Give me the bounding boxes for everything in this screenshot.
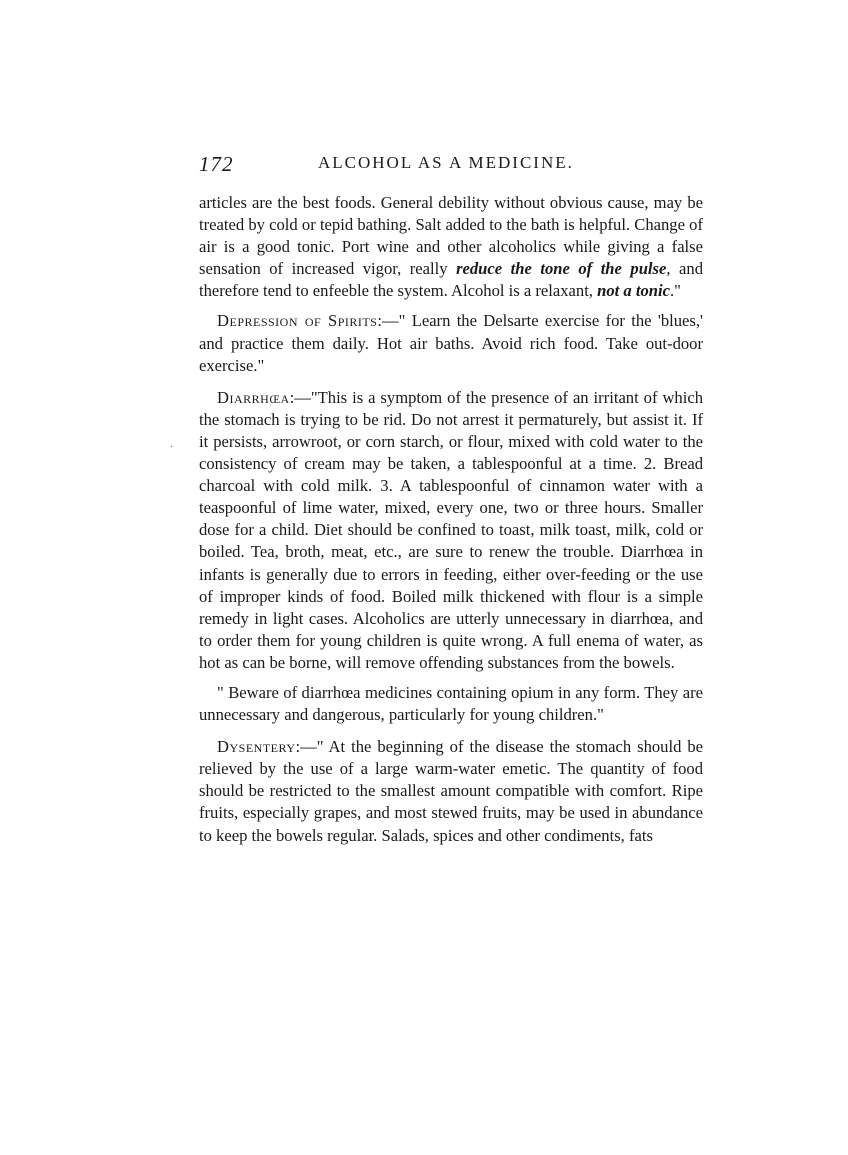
paragraph-text: :—"This is a symptom of the presence of an irritant of which the stomach is trying to be rid. Do not arrest it permaturely, but assist it. If it persists, arrowroot, or corn starch, or flour, mixed with cold water to the consistency of cream may be taken, a tablespoonful at a time. 2. Bread charcoal with cold milk. 3. A tablespoonful of cinnamon water with a teaspoonful of lime water, mixed, every one, two or three hours. Smaller dose for a child. Diet should be confined to toast, milk toast, milk, cold or boiled. Tea, broth, meat, etc., are sure to renew the trouble. Diarrhœa in infants is generally due to errors in feeding, either over-feeding or the use of improper kinds of food. Boiled milk thickened with flour is a simple remedy in light cases. Alcoholics are utterly unnecessary in diarrhœa, and to order them for young children is quite wrong. A full enema of water, as hot as can be borne, will remove offending substances from the bowels. (199, 387, 703, 672)
paragraph-diarrhoea-medicines (199, 682, 703, 726)
running-title: ALCOHOL AS A MEDICINE. (318, 153, 574, 172)
paragraph-text: articles are the best foods. General debility without obvious cause, may be treated by cold or tepid bathing. Salt added to the bath is helpful. Change of air is a good tonic. Port wine and other alcoholics while giving a false sensation of increased vigor, really (199, 193, 703, 279)
body-text (199, 192, 703, 847)
margin-mark: . (170, 436, 173, 450)
section-heading: Depression of Spirits (217, 311, 378, 331)
paragraph-depression-of-spirits (199, 310, 703, 376)
paragraph-diarrhoea (199, 387, 703, 674)
paragraph-dysentery (199, 736, 703, 846)
paragraph-general-debility (199, 192, 703, 302)
paragraph-text: " Beware of diarrhœa medicines containing opium in any form. They are unnecessary and dangerous, particularly for young children." (199, 682, 703, 725)
paragraph-text: , and therefore tend to enfeeble the system. Alcohol is a relaxant, (199, 259, 703, 301)
section-heading: Diarrhœa (217, 387, 290, 407)
emphasis-text: reduce the tone of the pulse (456, 259, 667, 279)
paragraph-text: ." (669, 281, 681, 301)
paragraph-text: :—" Learn the Delsarte exercise for the 'blues,' and practice them daily. Hot air baths. Avoid rich food. Take out-door exercise." (199, 311, 703, 375)
page-header (199, 152, 709, 182)
page-number: 172 (199, 152, 234, 176)
paragraph-text: :—" At the beginning of the disease the stomach should be relieved by the use of a large warm-water emetic. The quantity of food should be restricted to the smallest amount compatible with comfort. Ripe fruits, especially grapes, and most stewed fruits, may be used in abundance to keep the bowels regular. Salads, spices and other condiments, fats (199, 737, 703, 845)
emphasis-text: not a tonic (597, 281, 670, 301)
section-heading: Dysentery (217, 737, 296, 757)
